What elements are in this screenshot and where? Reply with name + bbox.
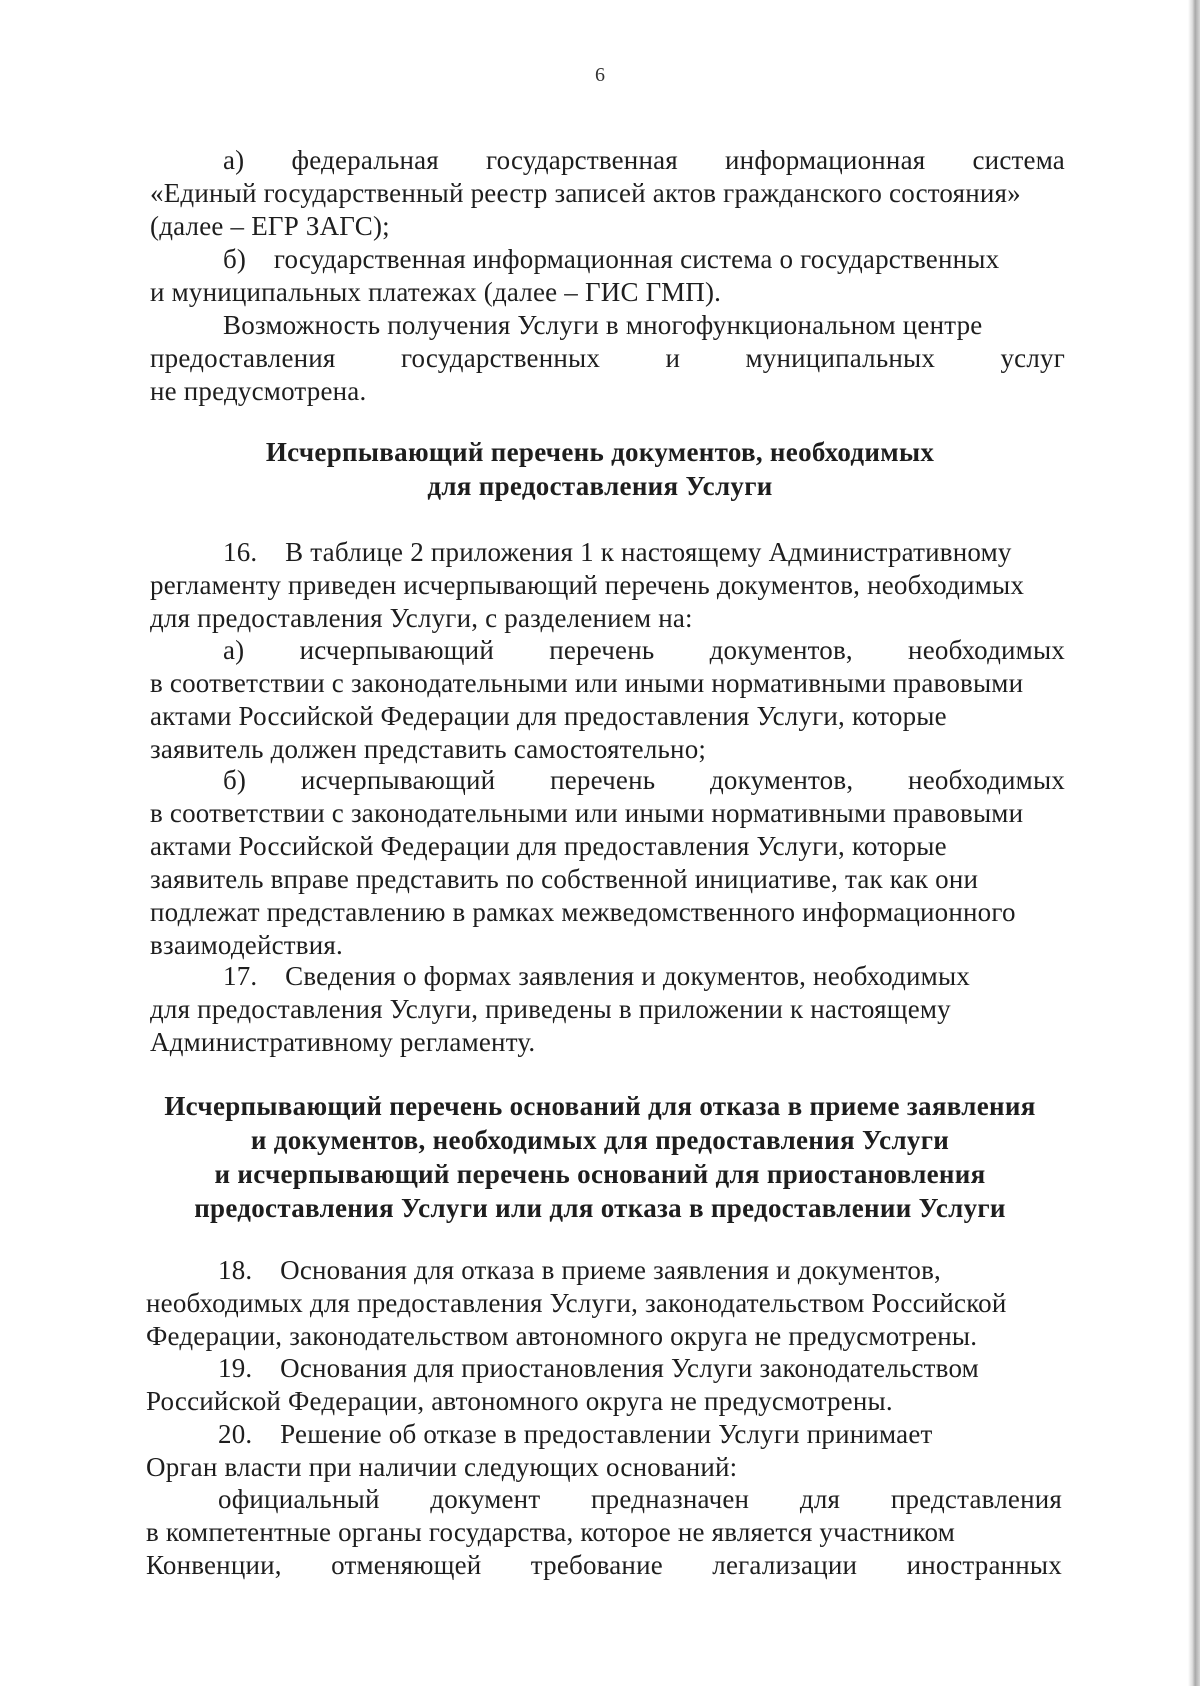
section-heading-refusal-line-1: Исчерпывающий перечень оснований для отказа в приеме заявления: [164, 1091, 1036, 1121]
mfc-line-2: [150, 342, 1065, 374]
word: муниципальных: [745, 343, 936, 373]
word: необходимых: [908, 765, 1065, 795]
item-b-line-1: [223, 764, 1065, 796]
para-16-line-2: регламенту приведен исчерпывающий перечень документов, необходимых: [150, 570, 1025, 600]
para-18-line-2: необходимых для предоставления Услуги, законодательством Российской: [146, 1288, 1007, 1318]
section-heading-refusal-line-2: и документов, необходимых для предоставления Услуги: [250, 1125, 950, 1155]
word: официальный: [218, 1484, 380, 1514]
item-b-line-5: подлежат представлению в рамках межведомственного информационного: [150, 897, 1016, 927]
para-16-line-1: 16. В таблице 2 приложения 1 к настоящему Административному: [223, 537, 1012, 567]
word: и: [665, 343, 681, 373]
para-b-line-1: б) государственная информационная система о государственных: [223, 244, 1000, 274]
word: предоставления: [150, 343, 336, 373]
item-a-line-4: заявитель должен представить самостоятельно;: [150, 734, 707, 764]
word: перечень: [550, 765, 656, 795]
item-marker: а): [223, 145, 245, 175]
word: исчерпывающий: [300, 765, 496, 795]
word: иностранных: [906, 1550, 1062, 1580]
para-a-line-3: (далее – ЕГР ЗАГС);: [150, 211, 390, 241]
word: информационная: [725, 145, 926, 175]
para-18-line-3: Федерации, законодательством автономного округа не предусмотрены.: [146, 1321, 978, 1351]
ground-line-2: в компетентные органы государства, которое не является участником: [146, 1517, 955, 1547]
para-17-line-1: 17. Сведения о формах заявления и документов, необходимых: [223, 961, 970, 991]
item-a-line-3: актами Российской Федерации для предоставления Услуги, которые: [150, 701, 947, 731]
para-a-line-2: «Единый государственный реестр записей актов гражданского состояния»: [150, 178, 1021, 208]
scan-edge: [1188, 0, 1200, 1686]
word: необходимых: [908, 635, 1065, 665]
para-17-line-2: для предоставления Услуги, приведены в приложении к настоящему: [150, 994, 951, 1024]
word: Конвенции,: [146, 1550, 282, 1580]
word: документов,: [709, 635, 853, 665]
item-marker: б): [223, 765, 247, 795]
para-20-line-2: Орган власти при наличии следующих оснований:: [146, 1452, 738, 1482]
word: государственная: [486, 145, 678, 175]
item-b-line-4: заявитель вправе представить по собственной инициативе, так как они: [150, 864, 979, 894]
para-20-line-1: 20. Решение об отказе в предоставлении Услуги принимает: [218, 1419, 933, 1449]
word: требование: [530, 1550, 663, 1580]
ground-line-1: [218, 1483, 1062, 1515]
item-b-line-3: актами Российской Федерации для предоставления Услуги, которые: [150, 831, 947, 861]
word: для: [799, 1484, 841, 1514]
section-heading-documents-line-1: Исчерпывающий перечень документов, необходимых: [265, 437, 935, 467]
word: предназначен: [591, 1484, 750, 1514]
word: перечень: [549, 635, 655, 665]
word: государственных: [400, 343, 601, 373]
word: легализации: [712, 1550, 858, 1580]
section-heading-refusal-line-4: предоставления Услуги или для отказа в предоставлении Услуги: [194, 1193, 1006, 1223]
page-number: 6: [595, 64, 605, 86]
para-17-line-3: Административному регламенту.: [150, 1027, 536, 1057]
item-a-line-1: [223, 634, 1065, 666]
ground-line-3: [146, 1549, 1062, 1581]
word: документ: [430, 1484, 541, 1514]
mfc-line-1: Возможность получения Услуги в многофункциональном центре: [223, 310, 983, 340]
item-b-line-6: взаимодействия.: [150, 930, 343, 960]
para-16-line-3: для предоставления Услуги, с разделением на:: [150, 603, 693, 633]
word: система: [972, 145, 1065, 175]
word: документов,: [710, 765, 854, 795]
para-a-line-1: [223, 144, 1065, 176]
word: федеральная: [291, 145, 439, 175]
word: представления: [890, 1484, 1062, 1514]
para-19-line-1: 19. Основания для приостановления Услуги законодательством: [218, 1353, 979, 1383]
word: услуг: [1000, 343, 1065, 373]
para-18-line-1: 18. Основания для отказа в приеме заявления и документов,: [218, 1255, 942, 1285]
section-heading-refusal-line-3: и исчерпывающий перечень оснований для приостановления: [214, 1159, 986, 1189]
para-b-line-2: и муниципальных платежах (далее – ГИС ГМП).: [150, 277, 722, 307]
word: исчерпывающий: [299, 635, 494, 665]
word: отменяющей: [331, 1550, 482, 1580]
mfc-line-3: не предусмотрена.: [150, 376, 367, 406]
item-b-line-2: в соответствии с законодательными или иными нормативными правовыми: [150, 798, 1024, 828]
para-19-line-2: Российской Федерации, автономного округа не предусмотрены.: [146, 1386, 893, 1416]
item-a-line-2: в соответствии с законодательными или иными нормативными правовыми: [150, 668, 1024, 698]
section-heading-documents-line-2: для предоставления Услуги: [427, 471, 773, 501]
item-marker: а): [223, 635, 245, 665]
